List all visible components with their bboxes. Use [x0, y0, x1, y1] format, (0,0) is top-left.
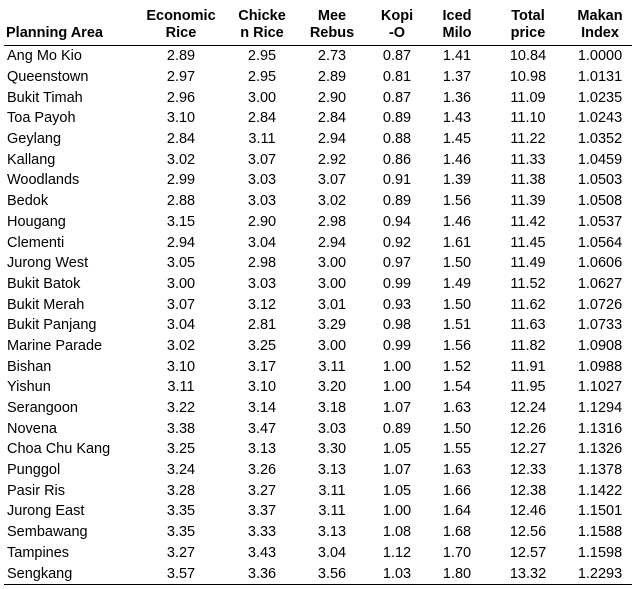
planning-area-cell: Punggol: [7, 462, 61, 479]
economic-rice-cell: 2.94: [166, 234, 196, 251]
chicken-rice-cell: 3.10: [247, 379, 277, 396]
kopi-o-cell: 1.00: [382, 503, 412, 520]
makan-index-cell: 1.0243: [577, 110, 623, 127]
economic-rice-header-text: Economic Rice: [146, 8, 216, 41]
chicken-rice-cell: 3.07: [247, 151, 277, 168]
planning-area-cell: Bukit Panjang: [7, 317, 97, 334]
makan-index-cell: 1.0459: [577, 151, 623, 168]
kopi-o-cell: 0.91: [382, 172, 412, 189]
iced-milo-cell: 1.41: [442, 48, 472, 65]
iced-milo-cell: 1.36: [442, 89, 472, 106]
economic-rice-cell: 3.15: [166, 213, 196, 230]
iced-milo-cell: 1.80: [426, 563, 488, 584]
mee-rebus-cell: 2.98: [317, 213, 347, 230]
iced-milo-cell: 1.37: [442, 69, 472, 86]
kopi-o-header-text: Kopi -O: [380, 8, 414, 41]
iced-milo-cell: 1.46: [442, 151, 472, 168]
chicken-rice-cell: 3.14: [247, 400, 277, 417]
column-header-economic-rice: [134, 4, 228, 46]
makan-index-cell: 1.0131: [577, 69, 623, 86]
economic-rice-cell: 3.57: [134, 563, 228, 584]
kopi-o-cell: 0.89: [382, 420, 412, 437]
total-price-cell: 11.22: [510, 131, 546, 148]
header-row: [4, 4, 632, 46]
planning-area-cell: Toa Payoh: [7, 110, 76, 127]
iced-milo-cell: 1.52: [442, 358, 472, 375]
kopi-o-cell: 0.87: [382, 89, 412, 106]
iced-milo-cell: 1.56: [442, 337, 472, 354]
economic-rice-cell: 3.24: [166, 462, 196, 479]
economic-rice-cell: 3.25: [166, 441, 196, 458]
total-price-cell: 11.82: [510, 337, 546, 354]
planning-area-cell: Bedok: [7, 193, 49, 210]
chicken-rice-cell: 2.98: [247, 255, 277, 272]
economic-rice-cell: 3.07: [166, 296, 196, 313]
economic-rice-cell: 3.10: [166, 110, 196, 127]
mee-rebus-cell: 2.84: [317, 110, 347, 127]
mee-rebus-cell: 3.00: [317, 337, 347, 354]
planning-area-cell: Woodlands: [7, 172, 80, 189]
table-row: [4, 315, 632, 336]
iced-milo-cell: 1.63: [442, 400, 472, 417]
total-price-cell: 11.62: [510, 296, 546, 313]
column-header-iced-milo: [426, 4, 488, 46]
total-price-cell: 10.98: [509, 69, 547, 86]
kopi-o-cell: 1.07: [382, 400, 412, 417]
kopi-o-cell: 0.81: [382, 69, 412, 86]
planning-area-cell: Bishan: [7, 358, 52, 375]
total-price-cell: 10.84: [509, 48, 547, 65]
makan-index-cell: 1.0564: [577, 234, 623, 251]
total-price-cell: 12.38: [509, 482, 547, 499]
total-price-cell: 11.42: [510, 213, 546, 230]
chicken-rice-cell: 3.33: [247, 524, 277, 541]
iced-milo-cell: 1.45: [442, 131, 472, 148]
iced-milo-header-text: Iced Milo: [442, 8, 472, 41]
makan-index-table-container: [4, 4, 632, 585]
kopi-o-cell: 0.89: [382, 193, 412, 210]
total-price-cell: 12.56: [509, 524, 547, 541]
iced-milo-cell: 1.64: [442, 503, 472, 520]
economic-rice-cell: 2.96: [166, 89, 196, 106]
mee-rebus-cell: 3.11: [318, 358, 346, 375]
mee-rebus-cell: 3.20: [317, 379, 347, 396]
mee-rebus-cell: 3.02: [317, 193, 347, 210]
total-price-cell: 12.33: [509, 462, 547, 479]
makan-index-cell: 1.0726: [577, 296, 623, 313]
total-price-cell: 12.46: [509, 503, 547, 520]
chicken-rice-cell: 3.25: [247, 337, 277, 354]
chicken-rice-cell: 3.36: [228, 563, 296, 584]
kopi-o-cell: 1.08: [382, 524, 412, 541]
makan-index-cell: 1.0352: [577, 131, 623, 148]
planning-area-cell: Bukit Merah: [7, 296, 85, 313]
chicken-rice-cell: 3.37: [247, 503, 277, 520]
column-header-chicken-rice: [228, 4, 296, 46]
chicken-rice-cell: 3.43: [247, 544, 277, 561]
mee-rebus-cell: 2.92: [317, 151, 347, 168]
makan-index-cell: 1.0235: [577, 89, 623, 106]
makan-index-cell: 1.0503: [577, 172, 623, 189]
total-price-cell: 13.32: [488, 563, 568, 584]
mee-rebus-cell: 2.94: [317, 131, 347, 148]
kopi-o-cell: 0.97: [382, 255, 412, 272]
planning-area-cell: Yishun: [7, 379, 51, 396]
kopi-o-cell: 0.88: [382, 131, 412, 148]
chicken-rice-cell: 2.90: [247, 213, 277, 230]
economic-rice-cell: 3.28: [166, 482, 196, 499]
table-row: [4, 67, 632, 88]
total-price-header-text: Total price: [510, 8, 546, 41]
kopi-o-cell: 1.12: [382, 544, 412, 561]
mee-rebus-cell: 2.89: [317, 69, 347, 86]
table-body: [4, 46, 632, 585]
kopi-o-cell: 0.93: [382, 296, 412, 313]
table-row: [4, 46, 632, 67]
chicken-rice-cell: 3.03: [247, 193, 277, 210]
economic-rice-cell: 3.00: [166, 275, 196, 292]
total-price-cell: 11.33: [510, 151, 546, 168]
mee-rebus-cell: 3.13: [317, 524, 347, 541]
chicken-rice-cell: 2.95: [247, 48, 277, 65]
table-row: [4, 108, 632, 129]
planning-area-cell: Ang Mo Kio: [7, 48, 82, 65]
makan-index-cell: 1.0508: [577, 193, 623, 210]
planning-area-cell: Sembawang: [7, 524, 88, 541]
planning-area-cell: Sengkang: [4, 563, 134, 584]
mee-rebus-cell: 2.73: [317, 48, 347, 65]
economic-rice-cell: 3.04: [166, 317, 196, 334]
total-price-cell: 11.91: [510, 358, 546, 375]
table-row: [4, 377, 632, 398]
iced-milo-cell: 1.61: [442, 234, 472, 251]
iced-milo-cell: 1.70: [442, 544, 472, 561]
kopi-o-cell: 0.89: [382, 110, 412, 127]
table-row: [4, 543, 632, 564]
iced-milo-cell: 1.55: [442, 441, 472, 458]
total-price-cell: 11.10: [510, 110, 546, 127]
chicken-rice-cell: 2.81: [247, 317, 277, 334]
makan-index-cell: 1.1588: [577, 524, 623, 541]
iced-milo-cell: 1.50: [442, 296, 472, 313]
chicken-rice-cell: 3.12: [247, 296, 277, 313]
mee-rebus-cell: 3.00: [317, 255, 347, 272]
economic-rice-cell: 3.10: [166, 358, 196, 375]
makan-index-cell: 1.1294: [577, 400, 623, 417]
makan-index-cell: 1.1326: [577, 441, 623, 458]
kopi-o-cell: 1.05: [382, 441, 412, 458]
chicken-rice-cell: 3.04: [247, 234, 277, 251]
total-price-cell: 11.45: [510, 234, 546, 251]
economic-rice-cell: 3.02: [166, 337, 196, 354]
kopi-o-cell: 0.87: [382, 48, 412, 65]
mee-rebus-cell: 2.90: [317, 89, 347, 106]
planning-area-cell: Hougang: [7, 213, 66, 230]
table-row: [4, 336, 632, 357]
mee-rebus-cell: 3.29: [317, 317, 347, 334]
total-price-cell: 11.63: [510, 317, 546, 334]
chicken-rice-cell: 3.00: [247, 89, 277, 106]
mee-rebus-cell: 3.13: [317, 462, 347, 479]
column-header-kopi-o: [368, 4, 426, 46]
table-row: [4, 356, 632, 377]
table-row: [4, 274, 632, 295]
makan-index-cell: 1.2293: [568, 563, 632, 584]
iced-milo-cell: 1.63: [442, 462, 472, 479]
makan-index-table: [4, 4, 632, 585]
table-row: [4, 563, 632, 584]
economic-rice-cell: 2.88: [166, 193, 196, 210]
total-price-cell: 11.39: [510, 193, 546, 210]
table-row: [4, 418, 632, 439]
mee-rebus-cell: 3.00: [317, 275, 347, 292]
iced-milo-cell: 1.50: [442, 255, 472, 272]
iced-milo-cell: 1.56: [442, 193, 472, 210]
mee-rebus-cell: 3.56: [296, 563, 368, 584]
economic-rice-cell: 2.97: [166, 69, 196, 86]
mee-rebus-cell: 3.11: [318, 503, 346, 520]
chicken-rice-cell: 2.84: [247, 110, 277, 127]
makan-index-cell: 1.1316: [577, 420, 623, 437]
makan-index-cell: 1.0627: [577, 275, 623, 292]
iced-milo-cell: 1.43: [442, 110, 472, 127]
table-header: [4, 4, 632, 46]
column-header-total-price: [488, 4, 568, 46]
planning-area-cell: Pasir Ris: [7, 482, 66, 499]
table-row: [4, 460, 632, 481]
chicken-rice-cell: 3.17: [247, 358, 277, 375]
total-price-cell: 11.09: [510, 89, 546, 106]
mee-rebus-cell: 3.07: [317, 172, 347, 189]
mee-rebus-cell: 3.03: [317, 420, 347, 437]
planning-area-cell: Kallang: [7, 151, 56, 168]
mee-rebus-cell: 3.04: [317, 544, 347, 561]
makan-index-cell: 1.1422: [577, 482, 623, 499]
iced-milo-cell: 1.39: [442, 172, 472, 189]
table-row: [4, 129, 632, 150]
planning-area-cell: Serangoon: [7, 400, 78, 417]
mee-rebus-cell: 3.11: [318, 482, 346, 499]
makan-index-cell: 1.0908: [577, 337, 623, 354]
economic-rice-cell: 3.02: [166, 151, 196, 168]
planning-area-cell: Bukit Timah: [7, 89, 83, 106]
chicken-rice-cell: 3.11: [248, 131, 276, 148]
total-price-cell: 12.24: [509, 400, 547, 417]
makan-index-header-text: Makan Index: [577, 8, 623, 41]
economic-rice-cell: 3.35: [166, 524, 196, 541]
makan-index-cell: 1.1378: [577, 462, 623, 479]
iced-milo-cell: 1.49: [442, 275, 472, 292]
table-row: [4, 191, 632, 212]
iced-milo-cell: 1.68: [442, 524, 472, 541]
table-row: [4, 212, 632, 233]
chicken-rice-cell: 3.13: [247, 441, 277, 458]
total-price-cell: 12.57: [509, 544, 547, 561]
column-header-mee-rebus: [296, 4, 368, 46]
chicken-rice-cell: 3.03: [247, 172, 277, 189]
makan-index-cell: 1.0537: [577, 213, 623, 230]
table-row: [4, 439, 632, 460]
total-price-cell: 11.52: [510, 275, 546, 292]
kopi-o-cell: 1.05: [382, 482, 412, 499]
chicken-rice-cell: 2.95: [247, 69, 277, 86]
kopi-o-cell: 0.94: [382, 213, 412, 230]
kopi-o-cell: 1.07: [382, 462, 412, 479]
table-row: [4, 149, 632, 170]
kopi-o-cell: 0.92: [382, 234, 412, 251]
planning-area-cell: Marine Parade: [7, 337, 103, 354]
kopi-o-cell: 1.00: [382, 379, 412, 396]
table-row: [4, 398, 632, 419]
planning-area-cell: Queenstown: [7, 69, 89, 86]
chicken-rice-cell: 3.03: [247, 275, 277, 292]
planning-area-cell: Tampines: [7, 544, 70, 561]
chicken-rice-cell: 3.26: [247, 462, 277, 479]
planning-area-cell: Novena: [7, 420, 57, 437]
economic-rice-cell: 2.89: [166, 48, 196, 65]
planning-area-cell: Jurong East: [7, 503, 85, 520]
economic-rice-cell: 3.05: [166, 255, 196, 272]
mee-rebus-cell: 2.94: [317, 234, 347, 251]
kopi-o-cell: 0.99: [382, 275, 412, 292]
planning-area-cell: Clementi: [7, 234, 65, 251]
economic-rice-cell: 3.11: [167, 379, 195, 396]
makan-index-cell: 1.0606: [577, 255, 623, 272]
chicken-rice-cell: 3.27: [247, 482, 277, 499]
makan-index-cell: 1.0988: [577, 358, 623, 375]
makan-index-cell: 1.0733: [577, 317, 623, 334]
economic-rice-cell: 3.22: [166, 400, 196, 417]
economic-rice-cell: 2.99: [166, 172, 196, 189]
iced-milo-cell: 1.51: [442, 317, 472, 334]
kopi-o-cell: 1.03: [368, 563, 426, 584]
table-row: [4, 501, 632, 522]
mee-rebus-header-text: Mee Rebus: [309, 8, 355, 41]
economic-rice-cell: 3.38: [166, 420, 196, 437]
mee-rebus-cell: 3.01: [317, 296, 347, 313]
table-row: [4, 253, 632, 274]
kopi-o-cell: 0.86: [382, 151, 412, 168]
chicken-rice-header-text: Chicke n Rice: [238, 8, 286, 41]
kopi-o-cell: 0.99: [382, 337, 412, 354]
economic-rice-cell: 2.84: [166, 131, 196, 148]
chicken-rice-cell: 3.47: [247, 420, 277, 437]
table-row: [4, 170, 632, 191]
total-price-cell: 11.49: [510, 255, 546, 272]
makan-index-cell: 1.0000: [577, 48, 623, 65]
table-row: [4, 522, 632, 543]
iced-milo-cell: 1.54: [442, 379, 472, 396]
iced-milo-cell: 1.46: [442, 213, 472, 230]
table-row: [4, 87, 632, 108]
total-price-cell: 12.26: [509, 420, 547, 437]
table-row: [4, 294, 632, 315]
planning-area-cell: Geylang: [7, 131, 62, 148]
iced-milo-cell: 1.50: [442, 420, 472, 437]
planning-area-cell: Jurong West: [7, 255, 89, 272]
makan-index-cell: 1.1501: [577, 503, 623, 520]
makan-index-cell: 1.1027: [577, 379, 623, 396]
total-price-cell: 11.95: [510, 379, 546, 396]
table-row: [4, 232, 632, 253]
planning-area-cell: Choa Chu Kang: [7, 441, 111, 458]
mee-rebus-cell: 3.30: [317, 441, 347, 458]
planning-area-cell: Bukit Batok: [7, 275, 81, 292]
table-row: [4, 480, 632, 501]
total-price-cell: 11.38: [510, 172, 546, 189]
column-header-makan-index: [568, 4, 632, 46]
makan-index-cell: 1.1598: [577, 544, 623, 561]
economic-rice-cell: 3.35: [166, 503, 196, 520]
total-price-cell: 12.27: [509, 441, 547, 458]
kopi-o-cell: 1.00: [382, 358, 412, 375]
column-header-planning-area: Planning Area: [4, 4, 134, 46]
kopi-o-cell: 0.98: [382, 317, 412, 334]
mee-rebus-cell: 3.18: [317, 400, 347, 417]
iced-milo-cell: 1.66: [442, 482, 472, 499]
economic-rice-cell: 3.27: [166, 544, 196, 561]
